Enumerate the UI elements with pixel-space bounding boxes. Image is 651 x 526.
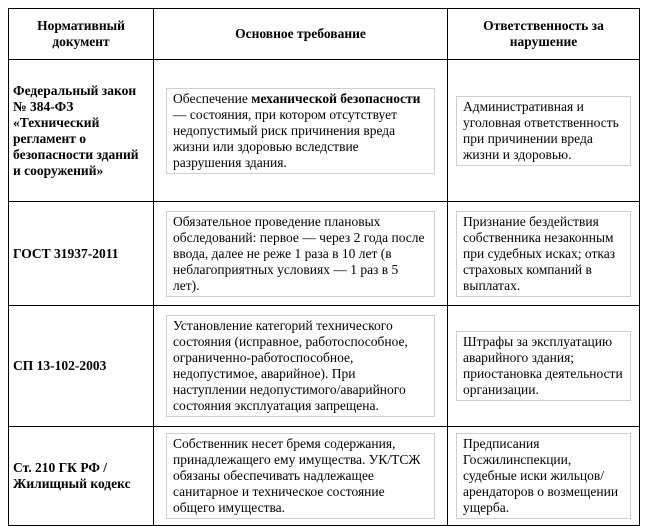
responsibility-cell (448, 306, 640, 427)
document-cell: ГОСТ 31937-2011 (9, 202, 154, 306)
requirement-cell (154, 427, 448, 526)
responsibility-text: Административная и уголовная ответственность при причинении вреда жизни и здоровью. (456, 96, 631, 166)
document-cell: Федеральный закон № 384-ФЗ «Технический регламент о безопасности зданий и сооружений» (9, 60, 154, 202)
table-row (9, 306, 640, 427)
header-document: Нормативный документ (9, 9, 154, 60)
requirement-cell (154, 202, 448, 306)
document-cell: СП 13-102-2003 (9, 306, 154, 427)
responsibility-cell (448, 60, 640, 202)
responsibility-text: Штрафы за эксплуатацию аварийного здания; приостановка деятельности организации. (456, 331, 631, 401)
requirement-text (166, 88, 435, 174)
requirement-text: Обязательное проведение плановых обследований: первое — через 2 года после ввода, далее не реже 1 раза в 10 лет (в неблагоприятных условиях — 1 раз в 5 лет). (166, 211, 435, 297)
requirement-highlight: механической безопасности (251, 90, 421, 106)
requirement-text: Собственник несет бремя содержания, принадлежащего ему имущества. УК/ТСЖ обязаны обеспечивать надлежащее санитарное и техническое состояние общего имущества. (166, 433, 435, 519)
header-row (9, 9, 640, 60)
requirement-cell (154, 306, 448, 427)
regulations-table (8, 8, 640, 526)
requirement-text-post: — состояния, при котором отсутствует недопустимый риск причинения вреда жизни или здоровью вследствие разрушения здания. (173, 106, 397, 170)
requirement-text-pre: Обеспечение (173, 90, 252, 106)
table-row (9, 60, 640, 202)
responsibility-cell (448, 202, 640, 306)
table-row (9, 427, 640, 526)
requirement-text: Установление категорий технического состояния (исправное, работоспособное, ограниченно-работоспособное, недопустимое, аварийное). При наступлении недопустимого/аварийного состояния эксплуатация запрещена. (166, 315, 435, 417)
header-responsibility: Ответственность за нарушение (448, 9, 640, 60)
document-cell: Ст. 210 ГК РФ / Жилищный кодекс (9, 427, 154, 526)
responsibility-text: Признание бездействия собственника незаконным при судебных исках; отказ страховых компаний в выплатах. (456, 211, 631, 297)
responsibility-cell (448, 427, 640, 526)
table-row (9, 202, 640, 306)
responsibility-text: Предписания Госжилинспекции, судебные иски жильцов/арендаторов о возмещении ущерба. (456, 433, 631, 519)
header-requirement: Основное требование (154, 9, 448, 60)
requirement-cell (154, 60, 448, 202)
